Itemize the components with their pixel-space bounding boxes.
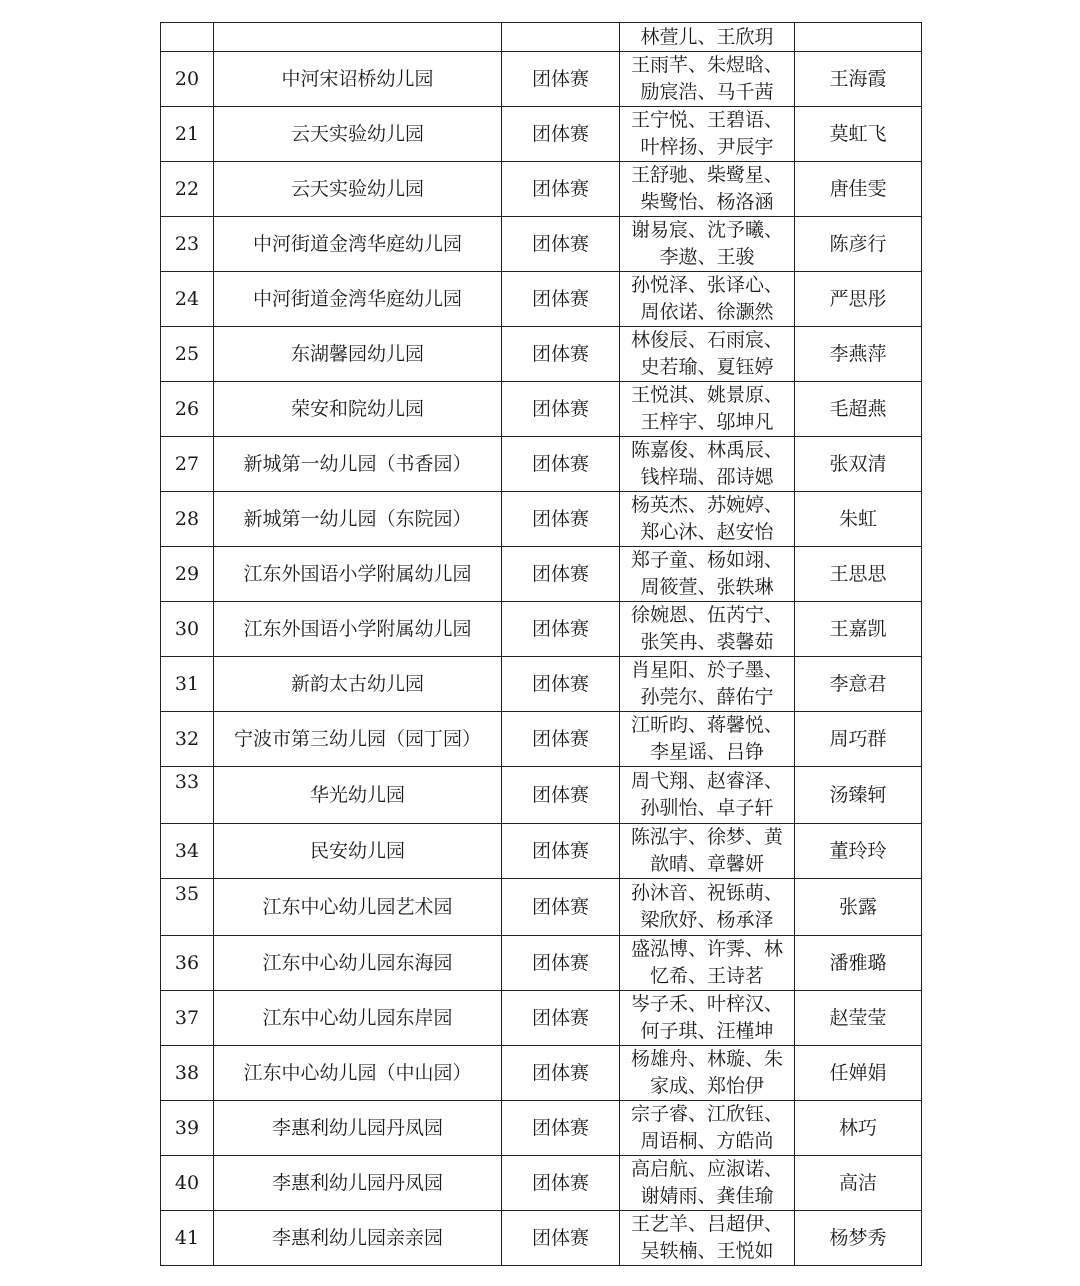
cell-number: 20 <box>161 52 214 107</box>
member-line: 周依诺、徐灏然 <box>640 301 774 323</box>
cell-school: 李惠利幼儿园丹凤园 <box>214 1156 502 1211</box>
member-line: 王舒驰、柴鹭星、 <box>630 164 783 186</box>
cell-teacher: 张露 <box>795 879 922 936</box>
cell-members <box>620 107 795 162</box>
cell-type: 团体赛 <box>502 1156 620 1211</box>
cell-number: 37 <box>161 991 214 1046</box>
cell-school: 宁波市第三幼儿园（园丁园） <box>214 712 502 767</box>
cell-school: 江东中心幼儿园艺术园 <box>214 879 502 936</box>
member-line: 孙莞尔、薛佑宁 <box>640 686 774 708</box>
cell-teacher: 董玲玲 <box>795 824 922 879</box>
member-line: 王悦淇、姚景原、 <box>630 384 783 406</box>
cell-type: 团体赛 <box>502 936 620 991</box>
cell-teacher: 莫虹飞 <box>795 107 922 162</box>
member-line: 李遨、王骏 <box>659 246 755 268</box>
cell-school: 中河街道金湾华庭幼儿园 <box>214 217 502 272</box>
cell-school: 李惠利幼儿园亲亲园 <box>214 1211 502 1266</box>
cell-school: 江东中心幼儿园（中山园） <box>214 1046 502 1101</box>
cell-school: 李惠利幼儿园丹凤园 <box>214 1101 502 1156</box>
member-line: 王梓宇、邬坤凡 <box>640 411 774 433</box>
member-line: 孙驯怡、卓子轩 <box>640 797 774 819</box>
member-line: 张笑冉、裘馨茹 <box>640 631 774 653</box>
cell-teacher: 王海霞 <box>795 52 922 107</box>
cell-teacher: 严思彤 <box>795 272 922 327</box>
member-line: 肖星阳、於子墨、 <box>630 659 783 681</box>
cell-members <box>620 217 795 272</box>
cell-members <box>620 991 795 1046</box>
cell-teacher: 李燕萍 <box>795 327 922 382</box>
table-row <box>161 107 922 162</box>
table-row <box>161 162 922 217</box>
table-row <box>161 382 922 437</box>
cell-members <box>620 1046 795 1101</box>
member-line: 周弋翔、赵睿泽、 <box>630 770 783 792</box>
cell-teacher: 王思思 <box>795 547 922 602</box>
cell-teacher: 周巧群 <box>795 712 922 767</box>
member-line: 柴鹭怡、杨洛涵 <box>640 191 774 213</box>
cell-number: 21 <box>161 107 214 162</box>
cell-teacher: 张双清 <box>795 437 922 492</box>
cell-members <box>620 327 795 382</box>
cell-members <box>620 712 795 767</box>
cell-teacher: 高洁 <box>795 1156 922 1211</box>
cell-number: 26 <box>161 382 214 437</box>
member-line: 周筱萱、张轶琳 <box>640 576 774 598</box>
cell-number: 22 <box>161 162 214 217</box>
member-line: 孙悦泽、张译心、 <box>630 274 783 296</box>
cell-number: 25 <box>161 327 214 382</box>
cell-teacher: 赵莹莹 <box>795 991 922 1046</box>
cell-members <box>620 382 795 437</box>
cell-members <box>620 52 795 107</box>
cell-type: 团体赛 <box>502 272 620 327</box>
cell-type <box>502 23 620 52</box>
member-line: 江昕昀、蒋馨悦、 <box>630 714 783 736</box>
cell-type: 团体赛 <box>502 107 620 162</box>
cell-type: 团体赛 <box>502 1101 620 1156</box>
table-row <box>161 1101 922 1156</box>
cell-number: 39 <box>161 1101 214 1156</box>
cell-school: 民安幼儿园 <box>214 824 502 879</box>
member-line: 励宸浩、马千茜 <box>640 81 774 103</box>
cell-teacher: 唐佳雯 <box>795 162 922 217</box>
cell-teacher: 毛超燕 <box>795 382 922 437</box>
results-table <box>160 22 922 1266</box>
cell-number: 28 <box>161 492 214 547</box>
member-line: 林萱儿、王欣玥 <box>640 25 774 48</box>
member-line: 林俊辰、石雨宸、 <box>630 329 783 351</box>
member-line: 谢婧雨、龚佳瑜 <box>640 1185 774 1207</box>
cell-type: 团体赛 <box>502 602 620 657</box>
member-line: 杨英杰、苏婉婷、 <box>630 494 783 516</box>
table-row <box>161 767 922 824</box>
member-line: 歆晴、章馨妍 <box>649 853 764 875</box>
table-row <box>161 437 922 492</box>
cell-teacher: 潘雅璐 <box>795 936 922 991</box>
cell-school: 华光幼儿园 <box>214 767 502 824</box>
table-row <box>161 602 922 657</box>
cell-school: 东湖馨园幼儿园 <box>214 327 502 382</box>
member-line: 陈泓宇、徐梦、黄 <box>630 826 783 848</box>
member-line: 高启航、应淑诺、 <box>630 1158 783 1180</box>
cell-number: 30 <box>161 602 214 657</box>
cell-number <box>161 23 214 52</box>
table-row <box>161 879 922 936</box>
cell-school: 江东外国语小学附属幼儿园 <box>214 602 502 657</box>
cell-members <box>620 1101 795 1156</box>
cell-teacher: 任婵娟 <box>795 1046 922 1101</box>
cell-members <box>620 824 795 879</box>
cell-members <box>620 272 795 327</box>
cell-school: 中河街道金湾华庭幼儿园 <box>214 272 502 327</box>
cell-school: 新城第一幼儿园（书香园） <box>214 437 502 492</box>
member-line: 王宁悦、王碧语、 <box>630 109 783 131</box>
cell-type: 团体赛 <box>502 547 620 602</box>
cell-type: 团体赛 <box>502 712 620 767</box>
cell-members <box>620 437 795 492</box>
table-row <box>161 492 922 547</box>
member-line: 徐婉恩、伍芮宁、 <box>630 604 783 626</box>
cell-members <box>620 492 795 547</box>
cell-number: 40 <box>161 1156 214 1211</box>
cell-type: 团体赛 <box>502 991 620 1046</box>
cell-teacher: 朱虹 <box>795 492 922 547</box>
cell-teacher: 王嘉凯 <box>795 602 922 657</box>
cell-school: 新城第一幼儿园（东院园） <box>214 492 502 547</box>
cell-school: 新韵太古幼儿园 <box>214 657 502 712</box>
cell-type: 团体赛 <box>502 437 620 492</box>
cell-type: 团体赛 <box>502 52 620 107</box>
cell-number: 35 <box>161 879 214 936</box>
table-row <box>161 52 922 107</box>
table-row <box>161 1211 922 1266</box>
member-line: 杨雄舟、林璇、朱 <box>630 1048 783 1070</box>
member-line: 陈嘉俊、林禹辰、 <box>630 439 783 461</box>
cell-number: 23 <box>161 217 214 272</box>
cell-members <box>620 547 795 602</box>
cell-members <box>620 879 795 936</box>
cell-number: 33 <box>161 767 214 824</box>
results-table-body <box>161 23 922 1266</box>
member-line: 家成、郑怡伊 <box>649 1075 764 1097</box>
continuation-row <box>161 23 922 52</box>
cell-number: 24 <box>161 272 214 327</box>
cell-type: 团体赛 <box>502 492 620 547</box>
member-line: 王雨芊、朱煜晗、 <box>630 54 783 76</box>
cell-members <box>620 657 795 712</box>
cell-members <box>620 767 795 824</box>
cell-teacher: 汤臻轲 <box>795 767 922 824</box>
cell-number: 34 <box>161 824 214 879</box>
cell-number: 31 <box>161 657 214 712</box>
member-line: 忆希、王诗茗 <box>649 965 764 987</box>
cell-type: 团体赛 <box>502 327 620 382</box>
cell-members <box>620 1156 795 1211</box>
table-row <box>161 547 922 602</box>
cell-school: 云天实验幼儿园 <box>214 162 502 217</box>
cell-number: 27 <box>161 437 214 492</box>
cell-teacher <box>795 23 922 52</box>
cell-type: 团体赛 <box>502 879 620 936</box>
cell-members <box>620 23 795 52</box>
table-row <box>161 1156 922 1211</box>
cell-teacher: 林巧 <box>795 1101 922 1156</box>
member-line: 王艺羊、吕超伊、 <box>630 1213 783 1235</box>
cell-school: 江东中心幼儿园东海园 <box>214 936 502 991</box>
table-row <box>161 712 922 767</box>
member-line: 梁欣妤、杨承泽 <box>640 909 774 931</box>
cell-members <box>620 602 795 657</box>
cell-type: 团体赛 <box>502 824 620 879</box>
table-row <box>161 657 922 712</box>
cell-school: 江东外国语小学附属幼儿园 <box>214 547 502 602</box>
cell-school: 荣安和院幼儿园 <box>214 382 502 437</box>
table-row <box>161 824 922 879</box>
table-row <box>161 327 922 382</box>
cell-type: 团体赛 <box>502 767 620 824</box>
cell-members <box>620 1211 795 1266</box>
cell-type: 团体赛 <box>502 1211 620 1266</box>
member-line: 宗子睿、江欣钰、 <box>630 1103 783 1125</box>
table-row <box>161 936 922 991</box>
cell-members <box>620 162 795 217</box>
table-row <box>161 1046 922 1101</box>
member-line: 李星谣、吕铮 <box>649 741 764 763</box>
cell-number: 36 <box>161 936 214 991</box>
cell-members <box>620 936 795 991</box>
cell-type: 团体赛 <box>502 1046 620 1101</box>
member-line: 何子琪、汪槿坤 <box>640 1020 774 1042</box>
cell-teacher: 李意君 <box>795 657 922 712</box>
cell-teacher: 杨梦秀 <box>795 1211 922 1266</box>
cell-teacher: 陈彦行 <box>795 217 922 272</box>
cell-number: 32 <box>161 712 214 767</box>
cell-type: 团体赛 <box>502 162 620 217</box>
member-line: 叶梓扬、尹辰宇 <box>640 136 774 158</box>
member-line: 孙沐音、祝铄萌、 <box>630 882 783 904</box>
member-line: 岑子禾、叶梓汉、 <box>630 993 783 1015</box>
table-row <box>161 272 922 327</box>
cell-number: 38 <box>161 1046 214 1101</box>
cell-number: 29 <box>161 547 214 602</box>
cell-school: 江东中心幼儿园东岸园 <box>214 991 502 1046</box>
cell-type: 团体赛 <box>502 657 620 712</box>
cell-type: 团体赛 <box>502 382 620 437</box>
table-row <box>161 991 922 1046</box>
cell-school: 中河宋诏桥幼儿园 <box>214 52 502 107</box>
cell-type: 团体赛 <box>502 217 620 272</box>
member-line: 谢易宸、沈予曦、 <box>630 219 783 241</box>
member-line: 钱梓瑞、邵诗媤 <box>640 466 774 488</box>
member-line: 郑子童、杨如翊、 <box>630 549 783 571</box>
member-line: 郑心沐、赵安怡 <box>640 521 774 543</box>
cell-number: 41 <box>161 1211 214 1266</box>
member-line: 吴轶楠、王悦如 <box>640 1240 774 1262</box>
table-row <box>161 217 922 272</box>
member-line: 周语桐、方皓尚 <box>640 1130 774 1152</box>
member-line: 史若瑜、夏钰婷 <box>640 356 774 378</box>
member-line: 盛泓博、许霁、林 <box>630 938 783 960</box>
cell-school: 云天实验幼儿园 <box>214 107 502 162</box>
cell-school <box>214 23 502 52</box>
